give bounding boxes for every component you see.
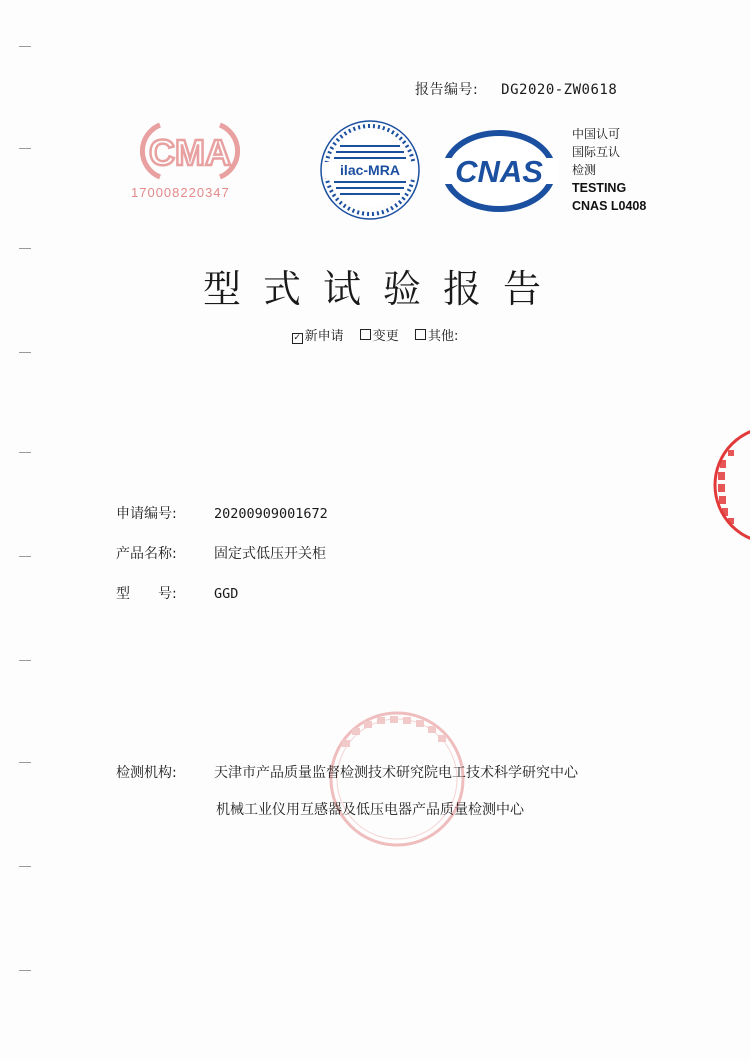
edge-mark bbox=[19, 352, 31, 353]
testing-organization-value: 天津市产品质量监督检测技术研究院电工技术科学研究中心 bbox=[214, 765, 578, 781]
product-name-label: 产品名称: bbox=[116, 546, 177, 562]
application-type-options bbox=[0, 325, 750, 344]
cnas-accreditation-text bbox=[572, 125, 646, 215]
checkbox-unchecked-icon[interactable] bbox=[415, 329, 426, 340]
report-number bbox=[415, 79, 617, 99]
report-number-label: 报告编号: bbox=[415, 82, 479, 98]
application-number-row bbox=[116, 503, 328, 523]
testing-organization-label: 检测机构: bbox=[116, 765, 177, 781]
cma-code: 170008220347 bbox=[131, 185, 230, 200]
cnas-line: TESTING bbox=[572, 181, 627, 195]
ilac-mra-logo-icon bbox=[318, 118, 422, 222]
edge-mark bbox=[19, 248, 31, 249]
report-number-value: DG2020-ZW0618 bbox=[501, 82, 618, 98]
edge-mark bbox=[19, 970, 31, 971]
edge-mark bbox=[19, 46, 31, 47]
testing-organization-value-2: 机械工业仪用互感器及低压电器产品质量检测中心 bbox=[216, 802, 524, 818]
option-change[interactable] bbox=[360, 325, 399, 344]
model-row bbox=[116, 583, 238, 603]
ilac-logo-text: ilac-MRA bbox=[340, 162, 400, 178]
cnas-line: CNAS L0408 bbox=[572, 199, 647, 213]
edge-mark bbox=[19, 762, 31, 763]
option-label: 新申请 bbox=[304, 329, 344, 344]
edge-mark bbox=[19, 866, 31, 867]
page-title: 型式试验报告 bbox=[202, 267, 563, 311]
option-label: 变更 bbox=[372, 329, 399, 344]
product-name-value: 固定式低压开关柜 bbox=[214, 546, 326, 562]
red-seal-icon bbox=[708, 420, 750, 550]
edge-mark bbox=[19, 556, 31, 557]
cnas-line: 中国认可 bbox=[572, 127, 621, 141]
application-number-label: 申请编号: bbox=[116, 506, 177, 522]
option-other[interactable] bbox=[415, 325, 458, 344]
testing-organization-row bbox=[116, 762, 578, 782]
option-label: 其他: bbox=[427, 329, 459, 344]
cnas-line: 检测 bbox=[572, 163, 597, 177]
checkbox-unchecked-icon[interactable] bbox=[360, 329, 371, 340]
checkbox-checked-icon[interactable]: ✓ bbox=[293, 333, 301, 343]
model-value: GGD bbox=[214, 586, 239, 602]
edge-mark bbox=[19, 452, 31, 453]
edge-mark bbox=[19, 660, 31, 661]
cma-logo-text: CMA bbox=[149, 132, 231, 173]
edge-mark bbox=[19, 148, 31, 149]
cnas-logo-text: CNAS bbox=[455, 154, 543, 189]
product-name-row bbox=[116, 543, 326, 563]
cnas-logo-icon bbox=[440, 128, 558, 214]
option-new-application[interactable] bbox=[292, 325, 344, 344]
cnas-line: 国际互认 bbox=[572, 145, 621, 159]
application-number-value: 20200909001672 bbox=[214, 506, 328, 522]
model-label: 型 号: bbox=[116, 586, 177, 602]
